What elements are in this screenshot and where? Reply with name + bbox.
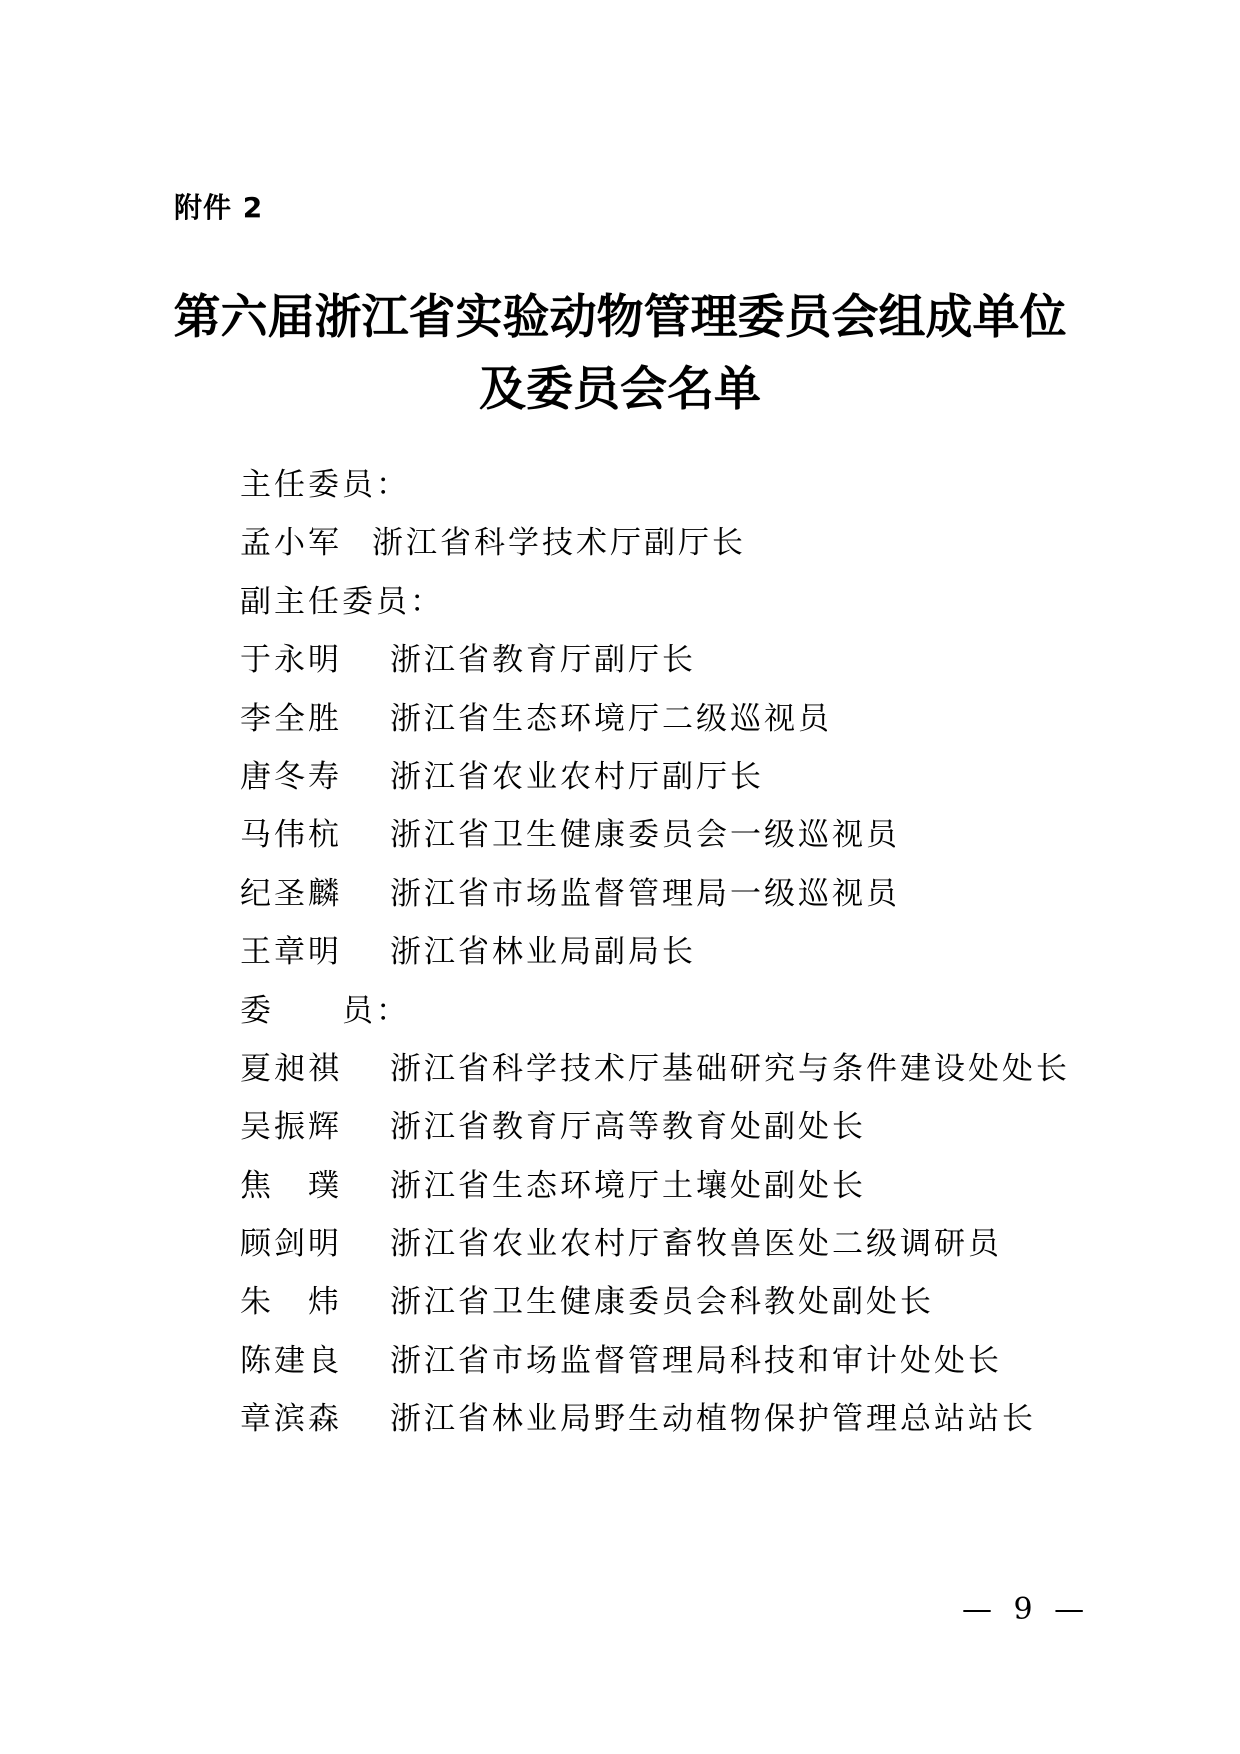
document-title-line-1: 第六届浙江省实验动物管理委员会组成单位 bbox=[173, 290, 1067, 345]
member-title: 浙江省科学技术厅基础研究与条件建设处处长 bbox=[390, 1050, 1070, 1087]
member-title: 浙江省农业农村厅畜牧兽医处二级调研员 bbox=[390, 1226, 1002, 1263]
page-number: — 9 — bbox=[962, 1592, 1091, 1627]
document-title-line-2: 及委员会名单 bbox=[479, 362, 761, 417]
member-row bbox=[240, 1098, 1120, 1156]
member-row bbox=[240, 1215, 1120, 1273]
vice-chair-row bbox=[240, 865, 1120, 923]
member-name: 顾剑明 bbox=[240, 1226, 342, 1263]
member-row bbox=[240, 1332, 1120, 1390]
member-name: 吴振辉 bbox=[240, 1109, 342, 1146]
member-row bbox=[240, 1157, 1120, 1215]
member-name: 马伟杭 bbox=[240, 817, 342, 854]
member-name: 李全胜 bbox=[240, 700, 342, 737]
member-row bbox=[240, 1390, 1120, 1448]
member-title: 浙江省科学技术厅副厅长 bbox=[372, 525, 746, 562]
member-title: 浙江省农业农村厅副厅长 bbox=[390, 758, 764, 795]
member-name: 孟小军 bbox=[240, 525, 342, 562]
chair-section-heading: 主任委员： bbox=[240, 467, 410, 503]
member-row bbox=[240, 1040, 1120, 1098]
member-title: 浙江省林业局野生动植物保护管理总站站长 bbox=[390, 1401, 1036, 1438]
vice-chair-row bbox=[240, 748, 1120, 806]
member-title: 浙江省卫生健康委员会科教处副处长 bbox=[390, 1284, 934, 1321]
member-title: 浙江省卫生健康委员会一级巡视员 bbox=[390, 817, 900, 854]
member-name: 夏昶祺 bbox=[240, 1050, 342, 1087]
member-name: 朱 炜 bbox=[240, 1284, 342, 1321]
member-name: 唐冬寿 bbox=[240, 758, 342, 795]
member-title: 浙江省生态环境厅二级巡视员 bbox=[390, 700, 832, 737]
member-title: 浙江省林业局副局长 bbox=[390, 934, 696, 971]
member-title: 浙江省市场监督管理局科技和审计处处长 bbox=[390, 1342, 1002, 1379]
member-name: 纪圣麟 bbox=[240, 875, 342, 912]
member-title: 浙江省生态环境厅土壤处副处长 bbox=[390, 1167, 866, 1204]
members-section-heading: 委 员： bbox=[240, 992, 410, 1029]
vice-chair-row bbox=[240, 923, 1120, 981]
member-name: 王章明 bbox=[240, 934, 342, 971]
member-name: 焦 璞 bbox=[240, 1167, 342, 1204]
vice-chair-section-heading: 副主任委员： bbox=[240, 583, 444, 620]
committee-roster bbox=[240, 456, 1120, 1449]
vice-chair-row bbox=[240, 806, 1120, 864]
member-title: 浙江省教育厅高等教育处副处长 bbox=[390, 1109, 866, 1146]
member-row bbox=[240, 1273, 1120, 1331]
vice-chair-row bbox=[240, 631, 1120, 689]
chair-row bbox=[240, 514, 1120, 572]
member-name: 于永明 bbox=[240, 642, 342, 679]
attachment-label: 附件 2 bbox=[174, 191, 264, 224]
member-title: 浙江省市场监督管理局一级巡视员 bbox=[390, 875, 900, 912]
member-name: 陈建良 bbox=[240, 1342, 342, 1379]
member-name: 章滨森 bbox=[240, 1401, 342, 1438]
member-title: 浙江省教育厅副厅长 bbox=[390, 642, 696, 679]
vice-chair-row bbox=[240, 690, 1120, 748]
